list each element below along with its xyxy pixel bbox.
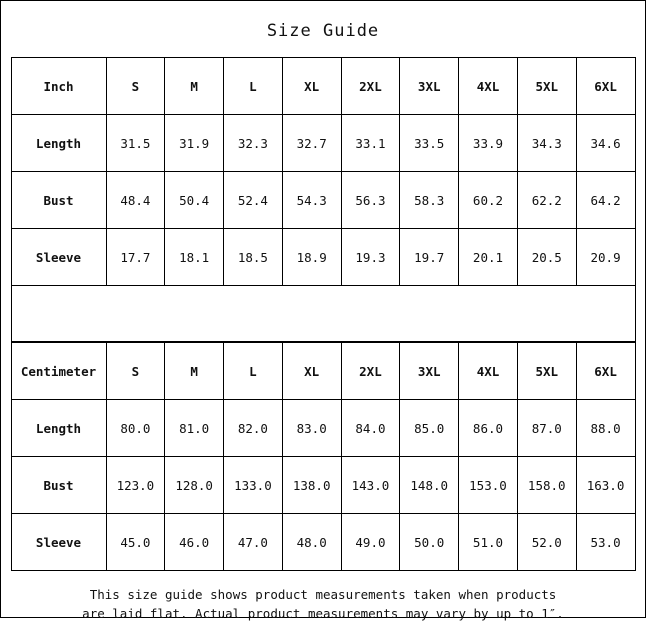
column-header: 2XL	[341, 343, 400, 400]
cell-value: 138.0	[282, 457, 341, 514]
column-header: S	[106, 58, 165, 115]
column-header: XL	[282, 58, 341, 115]
cell-value: 53.0	[576, 514, 635, 571]
cell-value: 56.3	[341, 172, 400, 229]
unit-label-inch: Inch	[11, 58, 106, 115]
cell-value: 45.0	[106, 514, 165, 571]
column-header: 2XL	[341, 58, 400, 115]
cell-value: 85.0	[400, 400, 459, 457]
row-label: Bust	[11, 172, 106, 229]
cell-value: 51.0	[459, 514, 518, 571]
cell-value: 133.0	[224, 457, 283, 514]
footer-line-1: This size guide shows product measurements taken when products	[89, 587, 557, 602]
column-header: 3XL	[400, 58, 459, 115]
cell-value: 60.2	[459, 172, 518, 229]
table-header-row	[11, 343, 635, 400]
cell-value: 83.0	[282, 400, 341, 457]
cell-value: 48.4	[106, 172, 165, 229]
column-header: 3XL	[400, 343, 459, 400]
cell-value: 46.0	[165, 514, 224, 571]
centimeter-size-table	[11, 342, 636, 571]
column-header: 6XL	[576, 58, 635, 115]
cell-value: 64.2	[576, 172, 635, 229]
cell-value: 47.0	[224, 514, 283, 571]
cell-value: 148.0	[400, 457, 459, 514]
cell-value: 52.4	[224, 172, 283, 229]
cell-value: 128.0	[165, 457, 224, 514]
footer-line-2: are laid flat. Actual product measurements may vary by up to 1″.	[82, 606, 564, 622]
table-row	[11, 229, 635, 286]
cell-value: 52.0	[517, 514, 576, 571]
row-label: Length	[11, 400, 106, 457]
column-header: M	[165, 58, 224, 115]
table-row	[11, 115, 635, 172]
cell-value: 34.6	[576, 115, 635, 172]
cell-value: 32.3	[224, 115, 283, 172]
cell-value: 82.0	[224, 400, 283, 457]
table-row	[11, 172, 635, 229]
column-header: L	[224, 58, 283, 115]
cell-value: 87.0	[517, 400, 576, 457]
cell-value: 58.3	[400, 172, 459, 229]
column-header: 6XL	[576, 343, 635, 400]
cell-value: 123.0	[106, 457, 165, 514]
cell-value: 158.0	[517, 457, 576, 514]
cell-value: 33.5	[400, 115, 459, 172]
column-header: 5XL	[517, 58, 576, 115]
column-header: XL	[282, 343, 341, 400]
cell-value: 88.0	[576, 400, 635, 457]
page-title: Size Guide	[266, 21, 380, 41]
column-header: 4XL	[459, 58, 518, 115]
cell-value: 19.7	[400, 229, 459, 286]
column-header: S	[106, 343, 165, 400]
row-label: Sleeve	[11, 229, 106, 286]
cell-value: 33.1	[341, 115, 400, 172]
row-label: Sleeve	[11, 514, 106, 571]
row-label: Length	[11, 115, 106, 172]
cell-value: 84.0	[341, 400, 400, 457]
cell-value: 20.9	[576, 229, 635, 286]
cell-value: 86.0	[459, 400, 518, 457]
cell-value: 153.0	[459, 457, 518, 514]
table-separator	[11, 286, 636, 342]
footer-note	[11, 571, 636, 624]
column-header: M	[165, 343, 224, 400]
column-header: 4XL	[459, 343, 518, 400]
cell-value: 18.9	[282, 229, 341, 286]
row-label: Bust	[11, 457, 106, 514]
cell-value: 62.2	[517, 172, 576, 229]
cell-value: 17.7	[106, 229, 165, 286]
table-row	[11, 514, 635, 571]
table-row	[11, 457, 635, 514]
cell-value: 50.4	[165, 172, 224, 229]
column-header: 5XL	[517, 343, 576, 400]
column-header: L	[224, 343, 283, 400]
cell-value: 19.3	[341, 229, 400, 286]
cell-value: 48.0	[282, 514, 341, 571]
cell-value: 50.0	[400, 514, 459, 571]
cell-value: 31.9	[165, 115, 224, 172]
cell-value: 80.0	[106, 400, 165, 457]
cell-value: 34.3	[517, 115, 576, 172]
cell-value: 18.5	[224, 229, 283, 286]
cell-value: 33.9	[459, 115, 518, 172]
cell-value: 49.0	[341, 514, 400, 571]
table-header-row	[11, 58, 635, 115]
inch-size-table	[11, 57, 636, 286]
cell-value: 143.0	[341, 457, 400, 514]
unit-label-centimeter: Centimeter	[11, 343, 106, 400]
cell-value: 20.5	[517, 229, 576, 286]
cell-value: 31.5	[106, 115, 165, 172]
cell-value: 18.1	[165, 229, 224, 286]
cell-value: 54.3	[282, 172, 341, 229]
cell-value: 163.0	[576, 457, 635, 514]
cell-value: 32.7	[282, 115, 341, 172]
table-row	[11, 400, 635, 457]
cell-value: 81.0	[165, 400, 224, 457]
cell-value: 20.1	[459, 229, 518, 286]
